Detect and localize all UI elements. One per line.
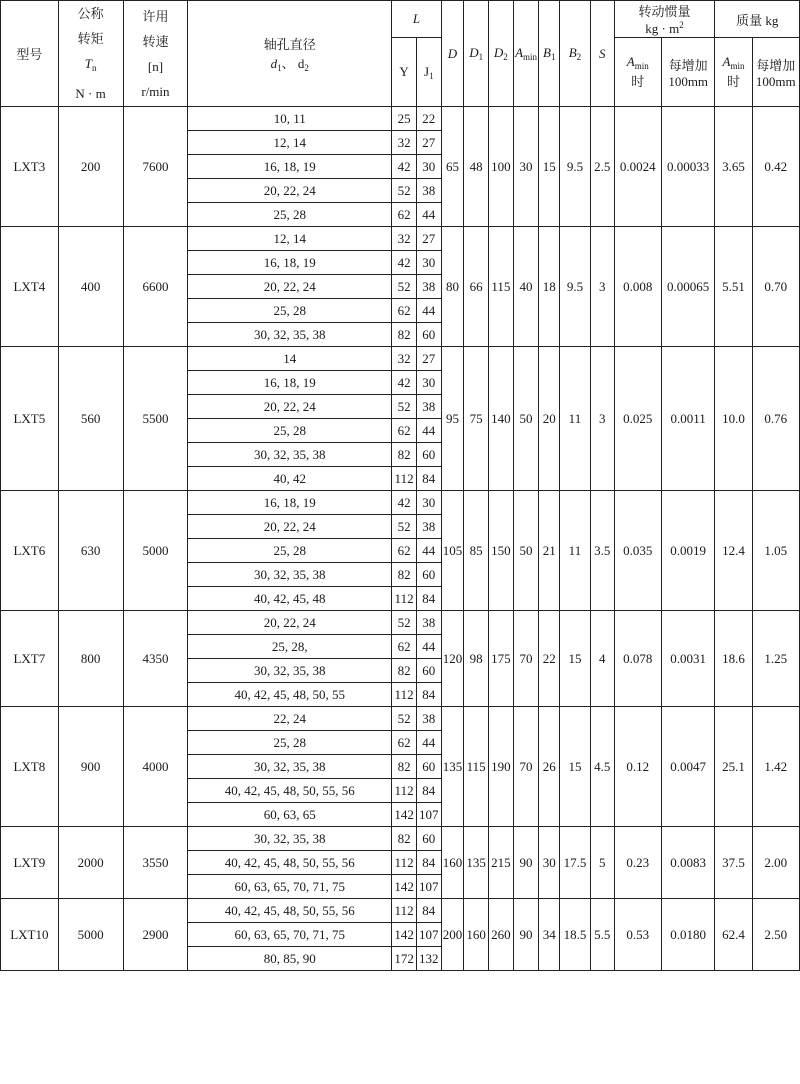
D1-cell: 75 <box>464 347 489 491</box>
D2-cell: 100 <box>488 107 513 227</box>
mass-per100-cell: 0.42 <box>752 107 799 227</box>
B2-cell: 17.5 <box>560 827 591 899</box>
header-B2: $B_2$ <box>560 1 591 107</box>
mass-per100-cell: 2.50 <box>752 899 799 971</box>
Amin-cell: 50 <box>513 491 539 611</box>
B2-cell: 15 <box>560 707 591 827</box>
bore-diameter-cell: 60, 63, 65, 70, 71, 75 <box>188 875 392 899</box>
length-Y-cell: 82 <box>392 659 417 683</box>
length-J1-cell: 30 <box>416 491 441 515</box>
length-J1-cell: 44 <box>416 539 441 563</box>
length-J1-cell: 60 <box>416 443 441 467</box>
inertia-per100-cell: 0.0180 <box>661 899 715 971</box>
torque-cell: 5000 <box>58 899 123 971</box>
torque-cell: 2000 <box>58 827 123 899</box>
D-cell: 105 <box>441 491 464 611</box>
D2-cell: 190 <box>488 707 513 827</box>
inertia-per100-cell: 0.00033 <box>661 107 715 227</box>
D-cell: 95 <box>441 347 464 491</box>
B1-cell: 30 <box>539 827 560 899</box>
table-body <box>1 107 800 971</box>
D2-cell: 260 <box>488 899 513 971</box>
B1-cell: 26 <box>539 707 560 827</box>
torque-cell: 200 <box>58 107 123 227</box>
D2-cell: 115 <box>488 227 513 347</box>
bore-diameter-cell: 30, 32, 35, 38 <box>188 827 392 851</box>
inertia-amin-cell: 0.0024 <box>614 107 661 227</box>
model-cell: LXT4 <box>1 227 59 347</box>
mass-per100-cell: 2.00 <box>752 827 799 899</box>
length-Y-cell: 82 <box>392 443 417 467</box>
mass-amin-cell: 12.4 <box>715 491 752 611</box>
D-cell: 135 <box>441 707 464 827</box>
B1-cell: 18 <box>539 227 560 347</box>
length-Y-cell: 32 <box>392 347 417 371</box>
mass-amin-cell: 62.4 <box>715 899 752 971</box>
header-bore-diameter: 轴孔直径 $d_1$、 $d_2$ <box>188 1 392 107</box>
length-J1-cell: 44 <box>416 635 441 659</box>
length-Y-cell: 62 <box>392 635 417 659</box>
bore-diameter-cell: 25, 28 <box>188 299 392 323</box>
S-cell: 4 <box>590 611 614 707</box>
D-cell: 65 <box>441 107 464 227</box>
Amin-cell: 70 <box>513 611 539 707</box>
length-J1-cell: 27 <box>416 347 441 371</box>
length-Y-cell: 62 <box>392 419 417 443</box>
B2-cell: 9.5 <box>560 107 591 227</box>
length-J1-cell: 30 <box>416 155 441 179</box>
length-J1-cell: 38 <box>416 395 441 419</box>
bore-diameter-cell: 25, 28 <box>188 203 392 227</box>
Amin-cell: 90 <box>513 827 539 899</box>
length-Y-cell: 82 <box>392 755 417 779</box>
length-Y-cell: 142 <box>392 875 417 899</box>
S-cell: 5 <box>590 827 614 899</box>
length-J1-cell: 22 <box>416 107 441 131</box>
B1-cell: 21 <box>539 491 560 611</box>
bore-diameter-cell: 25, 28 <box>188 539 392 563</box>
B1-cell: 15 <box>539 107 560 227</box>
length-J1-cell: 44 <box>416 299 441 323</box>
length-Y-cell: 112 <box>392 899 417 923</box>
inertia-amin-cell: 0.23 <box>614 827 661 899</box>
S-cell: 3 <box>590 347 614 491</box>
length-J1-cell: 84 <box>416 851 441 875</box>
length-J1-cell: 107 <box>416 803 441 827</box>
bore-diameter-cell: 40, 42 <box>188 467 392 491</box>
header-Amin: $A_{min}$ <box>513 1 539 107</box>
length-Y-cell: 32 <box>392 131 417 155</box>
Amin-cell: 90 <box>513 899 539 971</box>
torque-cell: 560 <box>58 347 123 491</box>
length-Y-cell: 52 <box>392 179 417 203</box>
length-Y-cell: 112 <box>392 683 417 707</box>
length-J1-cell: 38 <box>416 275 441 299</box>
mass-per100-cell: 1.05 <box>752 491 799 611</box>
length-Y-cell: 52 <box>392 275 417 299</box>
length-J1-cell: 60 <box>416 563 441 587</box>
bore-diameter-cell: 20, 22, 24 <box>188 275 392 299</box>
length-J1-cell: 38 <box>416 179 441 203</box>
D1-cell: 48 <box>464 107 489 227</box>
length-J1-cell: 60 <box>416 755 441 779</box>
speed-cell: 6600 <box>123 227 188 347</box>
mass-amin-cell: 3.65 <box>715 107 752 227</box>
Amin-cell: 70 <box>513 707 539 827</box>
header-inertia-per100: 每增加 100mm <box>661 38 715 107</box>
header-mass-per100: 每增加 100mm <box>752 38 799 107</box>
header-mass: 质量 kg <box>715 1 800 38</box>
length-Y-cell: 42 <box>392 491 417 515</box>
length-J1-cell: 30 <box>416 371 441 395</box>
bore-diameter-cell: 60, 63, 65 <box>188 803 392 827</box>
header-S: S <box>590 1 614 107</box>
bore-diameter-cell: 40, 42, 45, 48, 50, 55, 56 <box>188 779 392 803</box>
S-cell: 2.5 <box>590 107 614 227</box>
S-cell: 3 <box>590 227 614 347</box>
header-inertia: 转动惯量 kg · $m^2$ <box>614 1 715 38</box>
inertia-per100-cell: 0.0083 <box>661 827 715 899</box>
mass-per100-cell: 1.25 <box>752 611 799 707</box>
table-row <box>1 227 800 251</box>
model-cell: LXT9 <box>1 827 59 899</box>
length-J1-cell: 84 <box>416 899 441 923</box>
length-Y-cell: 112 <box>392 467 417 491</box>
header-L: L <box>392 1 441 38</box>
inertia-amin-cell: 0.12 <box>614 707 661 827</box>
length-Y-cell: 62 <box>392 203 417 227</box>
bore-diameter-cell: 40, 42, 45, 48, 50, 55, 56 <box>188 899 392 923</box>
length-Y-cell: 112 <box>392 851 417 875</box>
model-cell: LXT5 <box>1 347 59 491</box>
speed-cell: 4000 <box>123 707 188 827</box>
header-Y: Y <box>392 38 417 107</box>
length-Y-cell: 142 <box>392 803 417 827</box>
length-Y-cell: 62 <box>392 299 417 323</box>
length-Y-cell: 42 <box>392 155 417 179</box>
D1-cell: 98 <box>464 611 489 707</box>
length-Y-cell: 52 <box>392 515 417 539</box>
speed-cell: 4350 <box>123 611 188 707</box>
header-B1: $B_1$ <box>539 1 560 107</box>
bore-diameter-cell: 30, 32, 35, 38 <box>188 443 392 467</box>
length-Y-cell: 112 <box>392 779 417 803</box>
length-Y-cell: 52 <box>392 395 417 419</box>
D2-cell: 140 <box>488 347 513 491</box>
bore-diameter-cell: 20, 22, 24 <box>188 395 392 419</box>
inertia-amin-cell: 0.035 <box>614 491 661 611</box>
table-header <box>1 1 800 107</box>
B1-cell: 20 <box>539 347 560 491</box>
table-row <box>1 707 800 731</box>
length-J1-cell: 132 <box>416 947 441 971</box>
speed-cell: 2900 <box>123 899 188 971</box>
speed-cell: 5000 <box>123 491 188 611</box>
mass-amin-cell: 37.5 <box>715 827 752 899</box>
bore-diameter-cell: 14 <box>188 347 392 371</box>
Amin-cell: 50 <box>513 347 539 491</box>
inertia-per100-cell: 0.0031 <box>661 611 715 707</box>
bore-diameter-cell: 20, 22, 24 <box>188 611 392 635</box>
model-cell: LXT8 <box>1 707 59 827</box>
model-cell: LXT6 <box>1 491 59 611</box>
length-Y-cell: 32 <box>392 227 417 251</box>
length-Y-cell: 82 <box>392 563 417 587</box>
speed-cell: 5500 <box>123 347 188 491</box>
mass-per100-cell: 0.76 <box>752 347 799 491</box>
model-cell: LXT10 <box>1 899 59 971</box>
B2-cell: 15 <box>560 611 591 707</box>
header-D1: $D_1$ <box>464 1 489 107</box>
model-cell: LXT7 <box>1 611 59 707</box>
bore-diameter-cell: 30, 32, 35, 38 <box>188 563 392 587</box>
Amin-cell: 40 <box>513 227 539 347</box>
bore-diameter-cell: 16, 18, 19 <box>188 251 392 275</box>
length-J1-cell: 60 <box>416 323 441 347</box>
bore-diameter-cell: 25, 28 <box>188 731 392 755</box>
mass-amin-cell: 25.1 <box>715 707 752 827</box>
length-J1-cell: 38 <box>416 707 441 731</box>
bore-diameter-cell: 20, 22, 24 <box>188 179 392 203</box>
B2-cell: 11 <box>560 347 591 491</box>
length-J1-cell: 38 <box>416 611 441 635</box>
B1-cell: 22 <box>539 611 560 707</box>
mass-per100-cell: 0.70 <box>752 227 799 347</box>
table-row <box>1 899 800 923</box>
bore-diameter-cell: 25, 28, <box>188 635 392 659</box>
header-model: 型号 <box>1 1 59 107</box>
D-cell: 120 <box>441 611 464 707</box>
length-J1-cell: 107 <box>416 875 441 899</box>
length-J1-cell: 44 <box>416 203 441 227</box>
D1-cell: 85 <box>464 491 489 611</box>
bore-diameter-cell: 12, 14 <box>188 227 392 251</box>
bore-diameter-cell: 40, 42, 45, 48 <box>188 587 392 611</box>
length-Y-cell: 42 <box>392 371 417 395</box>
speed-cell: 7600 <box>123 107 188 227</box>
table-row <box>1 491 800 515</box>
B2-cell: 11 <box>560 491 591 611</box>
bore-diameter-cell: 16, 18, 19 <box>188 155 392 179</box>
table-row <box>1 827 800 851</box>
torque-cell: 630 <box>58 491 123 611</box>
length-Y-cell: 82 <box>392 827 417 851</box>
bore-diameter-cell: 25, 28 <box>188 419 392 443</box>
D1-cell: 115 <box>464 707 489 827</box>
length-J1-cell: 84 <box>416 587 441 611</box>
mass-amin-cell: 10.0 <box>715 347 752 491</box>
bore-diameter-cell: 22, 24 <box>188 707 392 731</box>
length-J1-cell: 60 <box>416 659 441 683</box>
header-speed: 许用 转速 [n] r/min <box>123 1 188 107</box>
length-Y-cell: 25 <box>392 107 417 131</box>
length-J1-cell: 44 <box>416 731 441 755</box>
inertia-amin-cell: 0.53 <box>614 899 661 971</box>
length-Y-cell: 42 <box>392 251 417 275</box>
mass-per100-cell: 1.42 <box>752 707 799 827</box>
length-J1-cell: 60 <box>416 827 441 851</box>
length-J1-cell: 107 <box>416 923 441 947</box>
length-J1-cell: 44 <box>416 419 441 443</box>
length-J1-cell: 84 <box>416 683 441 707</box>
model-cell: LXT3 <box>1 107 59 227</box>
B1-cell: 34 <box>539 899 560 971</box>
length-Y-cell: 52 <box>392 611 417 635</box>
header-D: D <box>441 1 464 107</box>
S-cell: 3.5 <box>590 491 614 611</box>
table-row <box>1 347 800 371</box>
D1-cell: 135 <box>464 827 489 899</box>
length-Y-cell: 142 <box>392 923 417 947</box>
bore-diameter-cell: 30, 32, 35, 38 <box>188 755 392 779</box>
inertia-amin-cell: 0.008 <box>614 227 661 347</box>
B2-cell: 18.5 <box>560 899 591 971</box>
D-cell: 80 <box>441 227 464 347</box>
inertia-per100-cell: 0.0011 <box>661 347 715 491</box>
length-Y-cell: 62 <box>392 731 417 755</box>
length-Y-cell: 112 <box>392 587 417 611</box>
torque-cell: 400 <box>58 227 123 347</box>
inertia-amin-cell: 0.025 <box>614 347 661 491</box>
mass-amin-cell: 5.51 <box>715 227 752 347</box>
bore-diameter-cell: 40, 42, 45, 48, 50, 55, 56 <box>188 851 392 875</box>
D-cell: 160 <box>441 827 464 899</box>
header-D2: $D_2$ <box>488 1 513 107</box>
S-cell: 4.5 <box>590 707 614 827</box>
length-Y-cell: 62 <box>392 539 417 563</box>
table-row <box>1 107 800 131</box>
bore-diameter-cell: 16, 18, 19 <box>188 491 392 515</box>
length-J1-cell: 30 <box>416 251 441 275</box>
header-J1: $J_1$ <box>416 38 441 107</box>
length-J1-cell: 84 <box>416 779 441 803</box>
header-torque: 公称 转矩 $T_n$ N · m <box>58 1 123 107</box>
speed-cell: 3550 <box>123 827 188 899</box>
D2-cell: 150 <box>488 491 513 611</box>
Amin-cell: 30 <box>513 107 539 227</box>
length-J1-cell: 38 <box>416 515 441 539</box>
bore-diameter-cell: 20, 22, 24 <box>188 515 392 539</box>
bore-diameter-cell: 12, 14 <box>188 131 392 155</box>
length-J1-cell: 27 <box>416 131 441 155</box>
bore-diameter-cell: 40, 42, 45, 48, 50, 55 <box>188 683 392 707</box>
mass-amin-cell: 18.6 <box>715 611 752 707</box>
bore-diameter-cell: 10, 11 <box>188 107 392 131</box>
bore-diameter-cell: 30, 32, 35, 38 <box>188 323 392 347</box>
header-inertia-amin: $A_{min}$ 时 <box>614 38 661 107</box>
inertia-amin-cell: 0.078 <box>614 611 661 707</box>
length-Y-cell: 82 <box>392 323 417 347</box>
length-Y-cell: 172 <box>392 947 417 971</box>
length-Y-cell: 52 <box>392 707 417 731</box>
B2-cell: 9.5 <box>560 227 591 347</box>
inertia-per100-cell: 0.0047 <box>661 707 715 827</box>
D1-cell: 66 <box>464 227 489 347</box>
inertia-per100-cell: 0.0019 <box>661 491 715 611</box>
D1-cell: 160 <box>464 899 489 971</box>
bore-diameter-cell: 30, 32, 35, 38 <box>188 659 392 683</box>
torque-cell: 800 <box>58 611 123 707</box>
length-J1-cell: 27 <box>416 227 441 251</box>
D-cell: 200 <box>441 899 464 971</box>
bore-diameter-cell: 16, 18, 19 <box>188 371 392 395</box>
header-mass-amin: $A_{min}$ 时 <box>715 38 752 107</box>
S-cell: 5.5 <box>590 899 614 971</box>
length-J1-cell: 84 <box>416 467 441 491</box>
bore-diameter-cell: 80, 85, 90 <box>188 947 392 971</box>
table-row <box>1 611 800 635</box>
torque-cell: 900 <box>58 707 123 827</box>
inertia-per100-cell: 0.00065 <box>661 227 715 347</box>
D2-cell: 175 <box>488 611 513 707</box>
D2-cell: 215 <box>488 827 513 899</box>
bore-diameter-cell: 60, 63, 65, 70, 71, 75 <box>188 923 392 947</box>
